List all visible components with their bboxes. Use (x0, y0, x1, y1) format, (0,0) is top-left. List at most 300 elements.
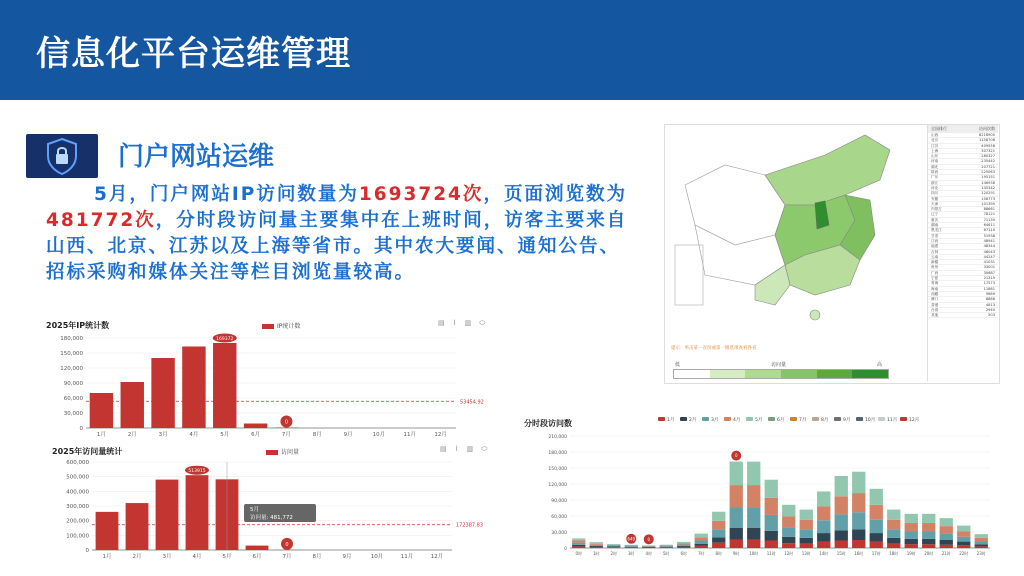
legend-label: IP统计数 (277, 323, 301, 330)
ranking-count: 88661 (983, 207, 995, 212)
south-sea-inset (675, 245, 703, 305)
x-tick-label: 4月 (189, 432, 199, 438)
stacked-bar-segment (712, 512, 725, 521)
ranking-count: 135342 (981, 185, 995, 190)
legend-label: 1月 (667, 418, 675, 423)
ranking-province: 新疆 (931, 260, 939, 265)
stacked-bar-segment (940, 518, 953, 526)
y-tick-label: 200,000 (66, 518, 89, 525)
x-tick-label: 13时 (801, 551, 811, 556)
stacked-bar-segment (730, 528, 743, 540)
map-scale-low: 低 (675, 362, 681, 368)
x-tick-label: 20时 (924, 551, 934, 556)
x-tick-label: 11时 (766, 551, 776, 556)
ranking-province: 江苏 (931, 143, 939, 148)
ranking-province: 西藏 (931, 291, 939, 296)
ranking-province: 天津 (931, 201, 939, 206)
stacked-bar-segment (695, 546, 708, 548)
stacked-bar-segment (590, 546, 603, 547)
y-tick-label: 500,000 (66, 474, 89, 481)
ranking-count: 17573 (983, 281, 995, 286)
x-tick-label: 11月 (403, 432, 416, 438)
ranking-count: 195151 (981, 175, 995, 180)
ranking-count: 67110 (983, 228, 995, 233)
x-tick-label: 7时 (697, 551, 705, 556)
stacked-bar-segment (625, 547, 638, 548)
ranking-province: 北京 (931, 138, 939, 143)
stacked-bar-segment (712, 543, 725, 548)
legend-swatch (680, 417, 687, 421)
max-marker-label: 169372 (216, 337, 234, 342)
ranking-province: 广东 (931, 175, 939, 180)
stacked-bar-segment (887, 510, 900, 520)
stacked-bar-segment (887, 529, 900, 538)
stacked-bar-segment (782, 527, 795, 537)
bar (186, 475, 209, 550)
legend-label: 5月 (755, 418, 763, 423)
legend-label: 3月 (711, 418, 719, 423)
tooltip-title: 5月 (250, 507, 259, 513)
x-tick-label: 3月 (162, 554, 172, 560)
y-tick-label: 0 (85, 548, 89, 554)
map-scale-bar[interactable] (673, 369, 889, 379)
bar (151, 358, 174, 428)
stacked-bar-segment (852, 540, 865, 548)
ranking-row[interactable] (928, 313, 998, 318)
x-tick-label: 7月 (282, 554, 292, 560)
ranking-province: 辽宁 (931, 212, 939, 217)
x-tick-label: 2时 (610, 551, 618, 556)
y-tick-label: 180,000 (548, 451, 567, 456)
ip-chart-svg (40, 318, 500, 440)
y-tick-label: 60,000 (551, 515, 567, 520)
ranking-count: 8218900 (978, 133, 995, 137)
y-tick-label: 180,000 (60, 336, 83, 342)
ranking-province: 内蒙古 (931, 207, 942, 212)
legend-label: 10月 (865, 418, 876, 423)
stacked-bar-segment (660, 547, 673, 548)
stacked-bar-segment (677, 547, 690, 548)
y-tick-label: 30,000 (63, 411, 83, 417)
stacked-bar-segment (660, 546, 673, 547)
legend-swatch (834, 417, 841, 421)
ranking-province: 贵州 (931, 265, 939, 270)
ranking-count: 503 (988, 313, 995, 318)
shield-lock-icon (26, 134, 98, 178)
bar (244, 424, 267, 429)
bar (90, 393, 113, 428)
stacked-bar-segment (695, 534, 708, 538)
bar (156, 480, 179, 550)
x-tick-label: 3月 (158, 432, 168, 438)
ranking-province: 重庆 (931, 217, 939, 222)
x-tick-label: 18时 (889, 551, 899, 556)
stacked-bar-segment (922, 531, 935, 538)
page-title: 信息化平台运维管理 (36, 34, 351, 74)
ranking-province: 上海 (931, 148, 939, 153)
x-tick-label: 21时 (941, 551, 951, 556)
y-tick-label: 150,000 (60, 351, 83, 357)
x-tick-label: 5时 (662, 551, 670, 556)
legend-label: 9月 (843, 418, 851, 423)
y-tick-label: 210,000 (548, 435, 567, 440)
ranking-count: 78121 (983, 212, 995, 217)
stacked-bar-segment (887, 520, 900, 530)
ranking-count: 41031 (983, 260, 995, 265)
stacked-bar-segment (642, 546, 655, 547)
ranking-province: 黑龙江 (931, 228, 942, 233)
ranking-province: 其他 (931, 313, 939, 318)
stacked-bar-segment (765, 498, 778, 515)
ip-chart (40, 318, 500, 440)
legend-label: 访问量 (281, 449, 300, 456)
stacked-bar-segment (817, 533, 830, 542)
stacked-bar-segment (677, 546, 690, 547)
legend-swatch (812, 417, 819, 421)
marker-label: 649 (627, 536, 636, 542)
chart-toolbox[interactable]: ▤ ⌇ ▥ ⬭ (438, 319, 489, 327)
bar (126, 503, 149, 550)
stacked-bar-segment (782, 543, 795, 548)
x-tick-label: 14时 (819, 551, 829, 556)
stacked-bar-segment (817, 491, 830, 506)
ranking-count: 46043 (983, 249, 995, 254)
pv-chart (40, 444, 500, 560)
legend-swatch (702, 417, 709, 421)
ranking-count: 44247 (983, 254, 995, 259)
stacked-bar-segment (607, 546, 620, 547)
ranking-province: 香港 (931, 302, 939, 307)
stacked-bar-segment (870, 505, 883, 520)
ip-count: 1693724次 (358, 184, 484, 205)
bar (246, 546, 269, 550)
legend-label: 11月 (887, 418, 898, 423)
map-region-north[interactable] (765, 135, 890, 205)
ranking-count: 64611 (983, 223, 995, 228)
stacked-bar-segment (747, 485, 760, 507)
stacked-bar-segment (887, 544, 900, 548)
y-tick-label: 90,000 (551, 499, 567, 504)
ranking-count: 108773 (981, 196, 995, 201)
ranking-province: 台湾 (931, 307, 939, 312)
stacked-bar-segment (905, 531, 918, 538)
x-tick-label: 8时 (715, 551, 723, 556)
ranking-province: 河南 (931, 159, 939, 164)
map-region-hainan[interactable] (810, 310, 820, 320)
x-tick-label: 6月 (252, 554, 262, 560)
legend-swatch (856, 417, 863, 421)
ranking-count: 4813 (985, 302, 995, 307)
x-tick-label: 6时 (680, 551, 688, 556)
stacked-bar-segment (712, 521, 725, 530)
ranking-count: 11861 (983, 286, 995, 291)
stacked-bar-segment (800, 544, 813, 548)
china-map[interactable] (665, 125, 927, 345)
stacked-bar-segment (677, 545, 690, 546)
ranking-count: 48344 (983, 244, 995, 249)
legend-label: 2月 (689, 418, 697, 423)
ranking-province: 四川 (931, 191, 939, 196)
stacked-bar-segment (940, 526, 953, 533)
stacked-bar-segment (835, 496, 848, 514)
stacked-bar-segment (975, 544, 988, 546)
x-tick-label: 9时 (732, 551, 740, 556)
stacked-bar-segment (607, 545, 620, 546)
stacked-bar-segment (712, 529, 725, 537)
bar (275, 428, 298, 429)
map-scale-high: 高 (877, 362, 883, 368)
bar (121, 382, 144, 428)
stacked-bar-segment (922, 544, 935, 548)
stacked-bar-segment (905, 544, 918, 548)
y-tick-label: 120,000 (60, 366, 83, 372)
x-tick-label: 23时 (976, 551, 986, 556)
stacked-bar-segment (730, 485, 743, 507)
ranking-header-count: 访问次数 (979, 126, 995, 131)
stacked-bar-segment (642, 547, 655, 548)
stacked-bar-segment (817, 542, 830, 548)
x-tick-label: 6月 (251, 432, 261, 438)
ranking-count: 409558 (981, 143, 995, 148)
stacked-bar-segment (957, 531, 970, 536)
stacked-bar-segment (957, 537, 970, 542)
ranking-count: 33001 (983, 265, 995, 270)
stacked-bar-segment (747, 528, 760, 540)
y-tick-label: 60,000 (63, 396, 83, 402)
y-tick-label: 300,000 (66, 504, 89, 510)
marker-label: 0 (647, 536, 651, 542)
pv-chart-title: 2025年访问量统计 (52, 447, 123, 456)
summary-text-2: ，页面浏览数为 (483, 184, 627, 205)
legend-swatch (878, 417, 885, 421)
stacked-bar-segment (590, 544, 603, 545)
ranking-province: 山西 (931, 133, 939, 137)
stacked-bar-segment (625, 545, 638, 546)
ranking-count: 9689 (985, 291, 995, 296)
legend-label: 6月 (777, 418, 785, 423)
ranking-province: 海南 (931, 286, 939, 291)
ranking-province: 河北 (931, 185, 939, 190)
y-tick-label: 100,000 (66, 533, 89, 540)
stacked-bar-segment (590, 542, 603, 544)
x-tick-label: 15时 (836, 551, 846, 556)
stacked-bar-segment (730, 539, 743, 548)
stacked-bar-segment (677, 543, 690, 544)
stacked-bar-segment (590, 545, 603, 546)
legend-swatch (790, 417, 797, 421)
ranking-count: 1158708 (978, 138, 995, 143)
ranking-count: 225063 (981, 170, 995, 175)
stacked-bar-segment (905, 514, 918, 523)
stacked-bar-segment (712, 537, 725, 542)
ranking-province: 陕西 (931, 170, 939, 175)
stacked-bar-segment (957, 542, 970, 546)
ranking-province: 安徽 (931, 196, 939, 201)
stacked-bar-segment (695, 544, 708, 546)
stacked-bar-segment (642, 545, 655, 546)
x-tick-label: 8月 (312, 432, 322, 438)
x-tick-label: 12月 (434, 432, 447, 438)
x-tick-label: 5月 (222, 554, 232, 560)
x-tick-label: 2月 (127, 432, 137, 438)
stacked-bar-segment (922, 523, 935, 532)
stacked-bar-segment (800, 538, 813, 544)
bar (96, 512, 119, 550)
stacked-bar-segment (800, 529, 813, 538)
stacked-bar-segment (870, 542, 883, 548)
stacked-bar-segment (940, 545, 953, 548)
ranking-province: 宁夏 (931, 276, 939, 281)
ranking-province: 甘肃 (931, 233, 939, 238)
stacked-bar-segment (695, 541, 708, 544)
ranking-count: 30687 (983, 270, 995, 275)
x-tick-label: 2月 (132, 554, 142, 560)
ranking-header (928, 125, 998, 133)
hourly-chart (518, 414, 994, 564)
header-bar (0, 0, 1024, 100)
tooltip-text: 访问量: 481,772 (250, 515, 293, 521)
ranking-province: 云南 (931, 254, 939, 259)
stacked-bar-segment (625, 545, 638, 546)
stacked-bar-segment (905, 523, 918, 532)
x-tick-label: 10月 (372, 432, 386, 438)
stacked-bar-segment (852, 512, 865, 529)
stacked-bar-segment (572, 541, 585, 543)
bar (213, 343, 236, 428)
x-tick-label: 4月 (192, 554, 202, 560)
map-scale-mid: 访问量 (771, 362, 787, 368)
x-tick-label: 9月 (342, 554, 352, 560)
y-tick-label: 150,000 (548, 467, 567, 472)
ranking-province: 澳门 (931, 297, 939, 302)
stacked-bar-segment (957, 545, 970, 548)
stacked-bar-segment (660, 547, 673, 548)
ranking-count: 48941 (983, 238, 995, 243)
x-tick-label: 19时 (906, 551, 916, 556)
ranking-count: 2940 (985, 307, 995, 312)
x-tick-label: 0时 (575, 551, 583, 556)
stacked-bar-segment (852, 472, 865, 493)
ranking-province: 山东 (931, 154, 939, 159)
min-marker-label: 0 (285, 541, 289, 548)
stacked-bar-segment (660, 545, 673, 546)
stacked-bar-segment (730, 462, 743, 485)
stacked-bar-segment (782, 537, 795, 543)
legend-label: 7月 (799, 418, 807, 423)
china-map-panel (664, 124, 1000, 384)
summary-text-1: 5月，门户网站IP访问数量为 (94, 184, 359, 205)
summary-paragraph (46, 182, 638, 286)
stacked-bar-segment (747, 507, 760, 527)
stacked-bar-segment (817, 520, 830, 533)
bar (182, 347, 205, 429)
stacked-bar-segment (835, 530, 848, 540)
y-tick-label: 400,000 (66, 489, 89, 496)
ip-chart-title: 2025年IP统计数 (46, 321, 110, 330)
stacked-bar-segment (625, 547, 638, 548)
summary-text-3: ，分时段访问量主要集中在上班时间，访客主要来自山西、北京、江苏以及上海等省市。其中农大要闻、通知公告、招标采购和媒体关注等栏目浏览量较高。 (46, 210, 628, 283)
ranking-province: 浙江 (931, 180, 939, 185)
stacked-bar-segment (660, 545, 673, 546)
stacked-bar-segment (590, 547, 603, 548)
ranking-province: 吉林 (931, 249, 939, 254)
legend-label: 12月 (909, 418, 920, 423)
stacked-bar-segment (852, 493, 865, 512)
ranking-province: 江西 (931, 238, 939, 243)
ranking-province: 青海 (931, 281, 939, 286)
stacked-bar-segment (677, 542, 690, 543)
stacked-bar-segment (905, 539, 918, 544)
stacked-bar-segment (782, 517, 795, 528)
x-tick-label: 7月 (281, 432, 291, 438)
stacked-bar-segment (765, 531, 778, 541)
stacked-bar-segment (695, 537, 708, 540)
ranking-count: 8866 (985, 297, 995, 302)
stacked-bar-segment (922, 514, 935, 523)
ranking-count: 280327 (981, 154, 995, 159)
province-ranking-table (927, 125, 998, 381)
x-tick-label: 10月 (370, 554, 384, 560)
x-tick-label: 12月 (430, 554, 444, 560)
x-tick-label: 10时 (749, 551, 759, 556)
x-tick-label: 9月 (343, 432, 353, 438)
x-tick-label: 22时 (959, 551, 969, 556)
stacked-bar-segment (572, 545, 585, 547)
mean-label: 172387.83 (456, 522, 484, 529)
max-marker-label: 513915 (188, 469, 206, 475)
hourly-chart-title: 分时段访问数 (524, 419, 572, 428)
ranking-province: 湖北 (931, 164, 939, 169)
stacked-bar-segment (922, 539, 935, 544)
hourly-chart-svg (518, 414, 994, 564)
x-tick-label: 17时 (871, 551, 881, 556)
stacked-bar-segment (957, 526, 970, 532)
stacked-bar-segment (800, 510, 813, 520)
ranking-count: 146938 (981, 180, 995, 185)
stacked-bar-segment (852, 529, 865, 540)
x-tick-label: 16时 (854, 551, 864, 556)
legend-swatch (746, 417, 753, 421)
x-tick-label: 5月 (220, 432, 230, 438)
x-tick-label: 1月 (102, 554, 112, 560)
legend-swatch (724, 417, 731, 421)
x-tick-label: 4时 (645, 551, 653, 556)
x-tick-label: 3时 (627, 551, 635, 556)
stacked-bar-segment (835, 541, 848, 548)
ranking-count: 235442 (981, 159, 995, 164)
ranking-rows (928, 133, 998, 318)
ranking-count: 207721 (981, 164, 995, 169)
pv-chart-svg (40, 444, 500, 560)
stacked-bar-segment (817, 506, 830, 520)
x-tick-label: 8月 (312, 554, 322, 560)
stacked-bar-segment (765, 480, 778, 498)
pv-count: 481772次 (46, 210, 156, 231)
ranking-count: 307321 (981, 148, 995, 153)
stacked-bar-segment (870, 489, 883, 505)
stacked-bar-segment (782, 505, 795, 517)
y-tick-label: 90,000 (63, 381, 83, 387)
stacked-bar-segment (747, 462, 760, 485)
stacked-bar-segment (572, 538, 585, 540)
stacked-bar-segment (975, 538, 988, 541)
section-title: 门户网站运维 (118, 142, 275, 172)
legend-swatch (768, 417, 775, 421)
map-note: 提示：单击某一省份或第一级选项查看各省 (671, 346, 757, 351)
stacked-bar-segment (765, 541, 778, 548)
chart-toolbox[interactable]: ▤ ⌇ ▥ ⬭ (440, 445, 491, 453)
stacked-bar-segment (765, 515, 778, 531)
